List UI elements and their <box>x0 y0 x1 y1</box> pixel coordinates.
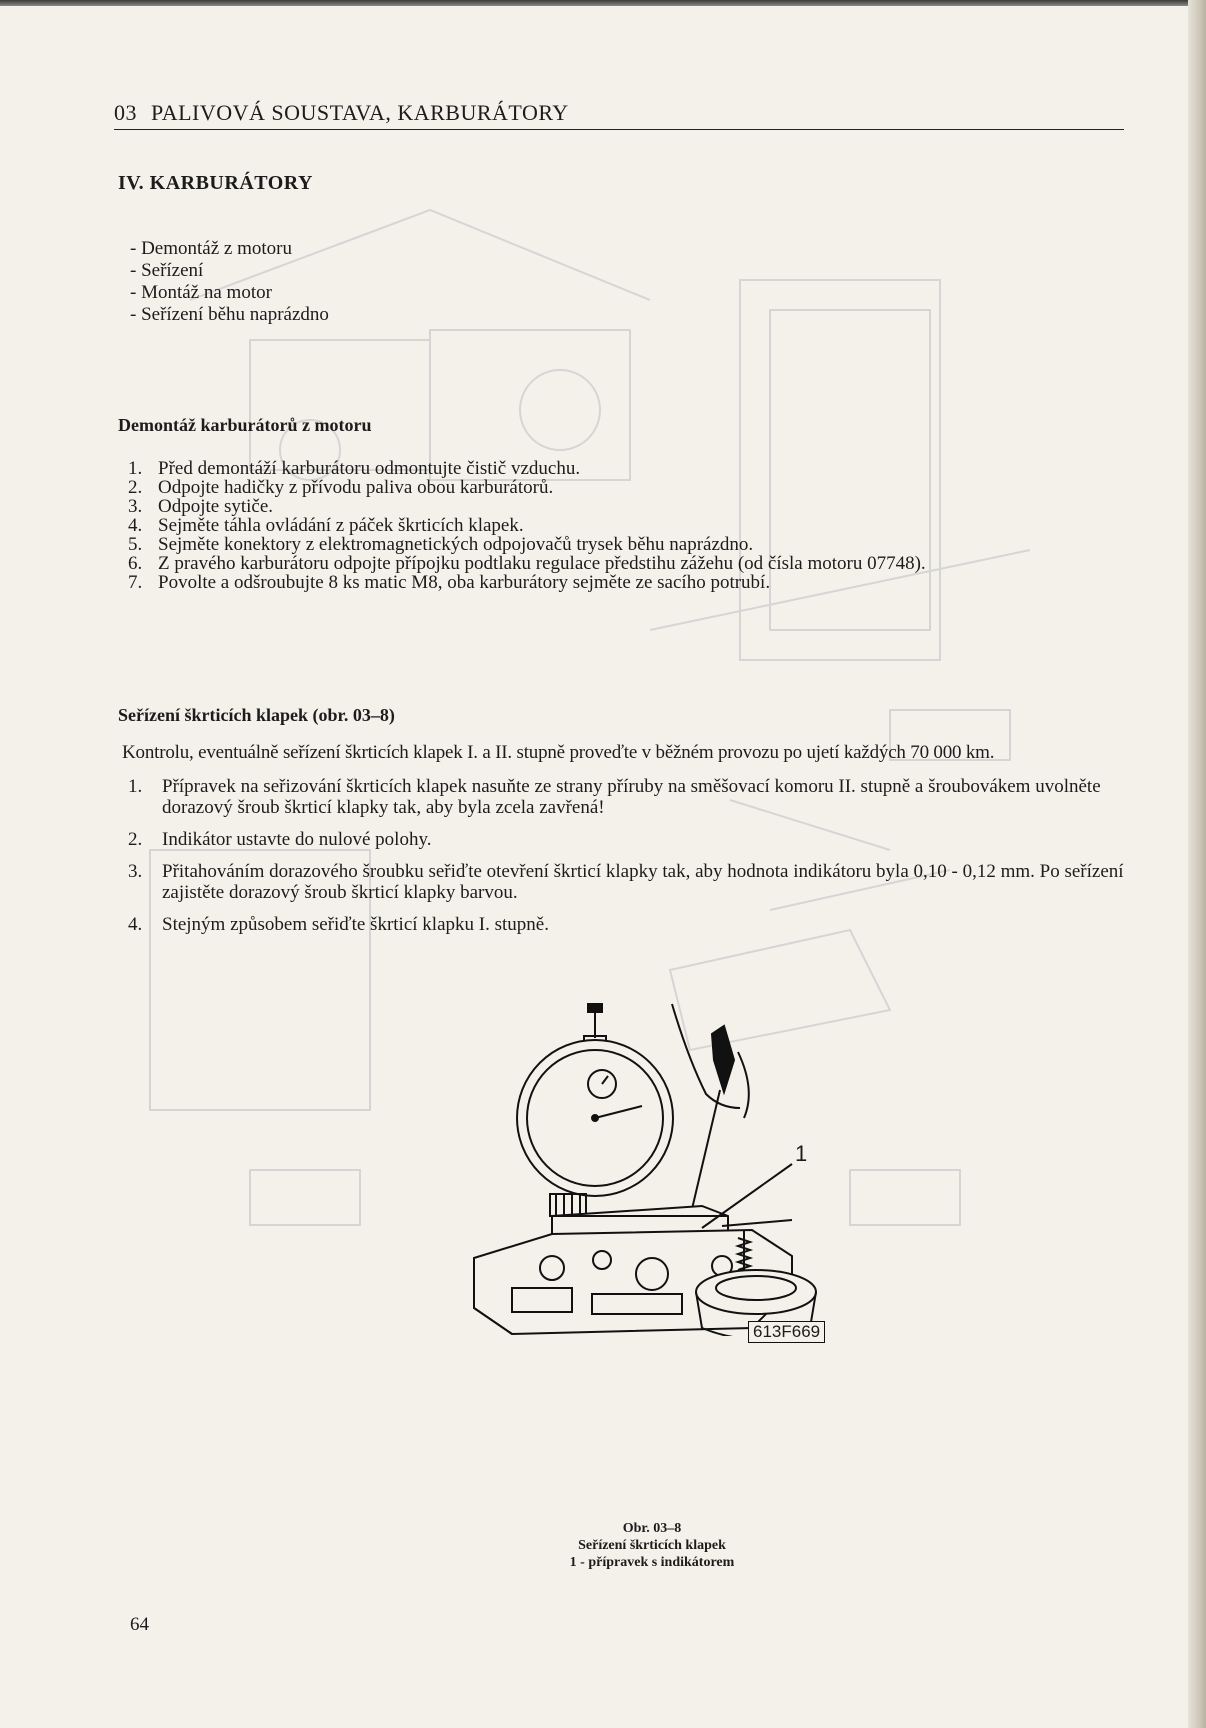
removal-steps <box>128 459 1128 592</box>
step-text: Odpojte sytiče. <box>158 496 274 517</box>
contents-item: - Seřízení <box>130 260 204 281</box>
step-text: Povolte a odšroubujte 8 ks matic M8, oba karburátory sejměte ze sacího potrubí. <box>158 572 771 593</box>
removal-heading: Demontáž karburátorů z motoru <box>118 415 372 435</box>
figure-code: 613F669 <box>748 1321 825 1343</box>
step-text: Přitahováním dorazového šroubku seřiďte otevření škrticí klapky tak, aby hodnota indikátoru byla 0,10 - 0,12 mm. Po seřízení zajistěte dorazový šroub škrticí klapky barvou. <box>162 861 1124 903</box>
step-text: Odpojte hadičky z přívodu paliva obou karburátorů. <box>158 477 554 498</box>
page-binding-edge <box>1188 0 1206 1728</box>
step-text: Sejměte konektory z elektromagnetických odpojovačů trysek běhu naprázdno. <box>158 534 754 555</box>
caption-number: Obr. 03–8 <box>622 1521 682 1536</box>
chapter-number: 03 <box>114 100 137 125</box>
list-item <box>128 829 1138 850</box>
step-text: Stejným způsobem seřiďte škrticí klapku I. stupně. <box>162 914 549 935</box>
adjustment-heading: Seřízení škrticích klapek (obr. 03–8) <box>118 705 395 725</box>
step-number: 4. <box>128 914 143 935</box>
step-text: Z pravého karburátoru odpojte přípojku podtlaku regulace předstihu zážehu (od čísla motoru 07748). <box>158 553 926 574</box>
list-item <box>128 535 1128 554</box>
list-item <box>128 478 1128 497</box>
list-item <box>128 516 1128 535</box>
figure-callout-label: 1 <box>795 1141 808 1166</box>
step-text: Přípravek na seřizování škrticích klapek nasuňte ze strany příruby na směšovací komoru II. stupně a šroubovákem uvolněte dorazový šroub škrticí klapky tak, aby byla zcela zavřená! <box>162 776 1101 818</box>
step-number: 2. <box>128 477 143 498</box>
step-number: 7. <box>128 572 143 593</box>
figure-caption <box>452 1520 852 1571</box>
step-number: 1. <box>128 458 143 479</box>
contents-list <box>130 238 329 326</box>
step-text: Před demontáží karburátoru odmontujte čistič vzduchu. <box>158 458 581 479</box>
list-item <box>128 861 1138 903</box>
page-top-edge <box>0 0 1206 6</box>
chapter-title: PALIVOVÁ SOUSTAVA, KARBURÁTORY <box>151 100 569 125</box>
step-number: 3. <box>128 496 143 517</box>
step-number: 1. <box>128 776 143 797</box>
step-number: 3. <box>128 861 143 882</box>
carburetor-dial-indicator-illustration <box>452 998 852 1336</box>
running-header <box>114 100 1124 130</box>
step-text: Sejměte táhla ovládání z páček škrticích klapek. <box>158 515 524 536</box>
list-item <box>128 914 1138 935</box>
contents-item: - Seřízení běhu naprázdno <box>130 304 329 325</box>
section-title: IV. KARBURÁTORY <box>118 172 313 194</box>
adjustment-intro: Kontrolu, eventuálně seřízení škrticích klapek I. a II. stupně proveďte v běžném provozu po ujetí každých 70 000 km. <box>122 742 995 763</box>
step-number: 5. <box>128 534 143 555</box>
contents-item: - Demontáž z motoru <box>130 238 292 259</box>
list-item <box>128 776 1138 818</box>
page-number: 64 <box>130 1614 149 1635</box>
adjustment-steps <box>128 776 1138 946</box>
list-item <box>128 573 1128 592</box>
step-number: 6. <box>128 553 143 574</box>
list-item <box>128 497 1128 516</box>
list-item <box>128 554 1128 573</box>
caption-legend: 1 - přípravek s indikátorem <box>569 1555 735 1570</box>
step-number: 2. <box>128 829 143 850</box>
step-number: 4. <box>128 515 143 536</box>
caption-title: Seřízení škrticích klapek <box>578 1538 726 1553</box>
contents-item: - Montáž na motor <box>130 282 272 303</box>
list-item <box>128 459 1128 478</box>
step-text: Indikátor ustavte do nulové polohy. <box>162 829 432 850</box>
